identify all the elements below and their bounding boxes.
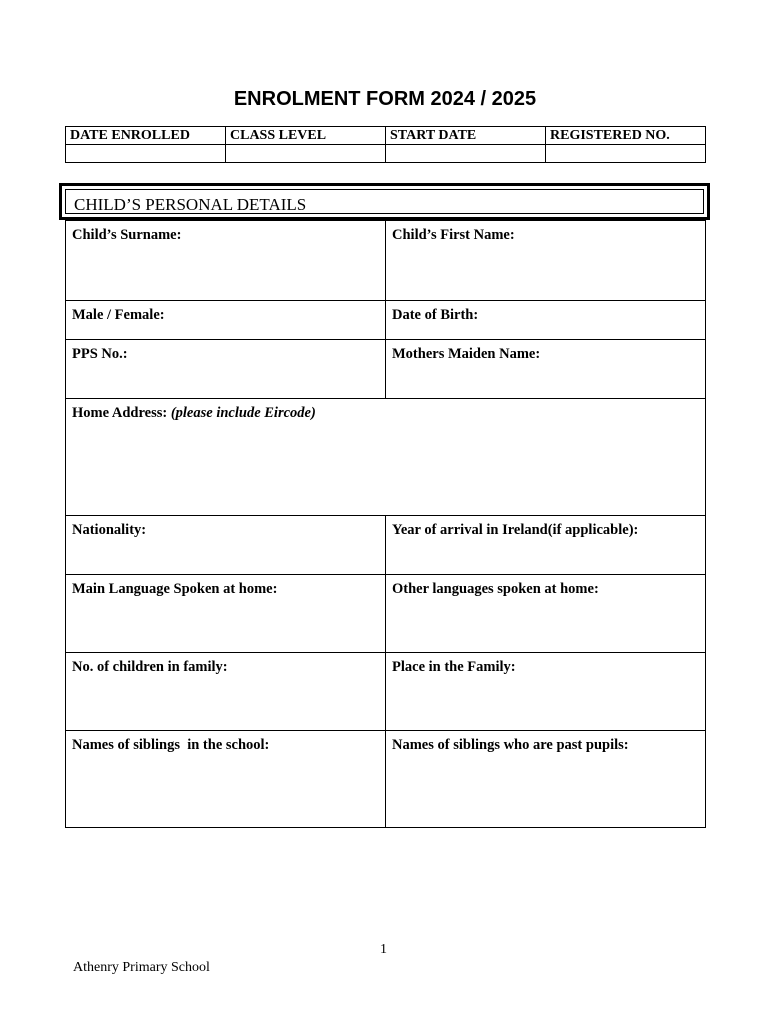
class-level-header: CLASS LEVEL — [226, 127, 386, 145]
date-enrolled-field[interactable] — [66, 145, 226, 163]
registered-no-field[interactable] — [546, 145, 706, 163]
form-title: ENROLMENT FORM 2024 / 2025 — [233, 88, 537, 110]
date-enrolled-header: DATE ENROLLED — [66, 127, 226, 145]
personal-details-table — [65, 220, 706, 828]
footer-school-name: Athenry Primary School — [73, 960, 210, 975]
other-languages-field[interactable] — [386, 575, 706, 653]
home-address-note: (please include Eircode) — [170, 405, 316, 421]
gender-label: Male / Female: — [72, 307, 165, 323]
first-name-field[interactable] — [386, 221, 706, 301]
nationality-field[interactable] — [66, 516, 386, 575]
class-level-field[interactable] — [226, 145, 386, 163]
maiden-name-label: Mothers Maiden Name: — [392, 346, 541, 362]
year-arrival-label: Year of arrival in Ireland(if applicable): — [392, 522, 639, 538]
other-languages-label: Other languages spoken at home: — [392, 581, 599, 597]
siblings-school-field[interactable] — [66, 731, 386, 828]
nationality-label: Nationality: — [72, 522, 147, 538]
section-heading-box — [59, 183, 710, 220]
surname-field[interactable] — [66, 221, 386, 301]
dob-field[interactable] — [386, 301, 706, 340]
pps-field[interactable] — [66, 340, 386, 399]
pps-label: PPS No.: — [72, 346, 128, 362]
home-address-label: Home Address: — [72, 405, 168, 421]
siblings-past-label: Names of siblings who are past pupils: — [392, 737, 629, 753]
first-name-label: Child’s First Name: — [392, 227, 515, 243]
start-date-header: START DATE — [386, 127, 546, 145]
section-heading: CHILD’S PERSONAL DETAILS — [74, 195, 307, 214]
place-family-label: Place in the Family: — [392, 659, 516, 675]
home-address-field[interactable] — [66, 399, 706, 516]
dob-label: Date of Birth: — [392, 307, 479, 323]
maiden-name-field[interactable] — [386, 340, 706, 399]
num-children-field[interactable] — [66, 653, 386, 731]
main-language-field[interactable] — [66, 575, 386, 653]
num-children-label: No. of children in family: — [72, 659, 228, 675]
siblings-past-field[interactable] — [386, 731, 706, 828]
start-date-field[interactable] — [386, 145, 546, 163]
registered-no-header: REGISTERED NO. — [546, 127, 706, 145]
main-language-label: Main Language Spoken at home: — [72, 581, 278, 597]
siblings-school-label: Names of siblings in the school: — [72, 737, 270, 753]
year-arrival-field[interactable] — [386, 516, 706, 575]
page-number: 1 — [380, 942, 387, 957]
enrolment-info-table — [65, 126, 706, 163]
surname-label: Child’s Surname: — [72, 227, 182, 243]
gender-field[interactable] — [66, 301, 386, 340]
place-family-field[interactable] — [386, 653, 706, 731]
